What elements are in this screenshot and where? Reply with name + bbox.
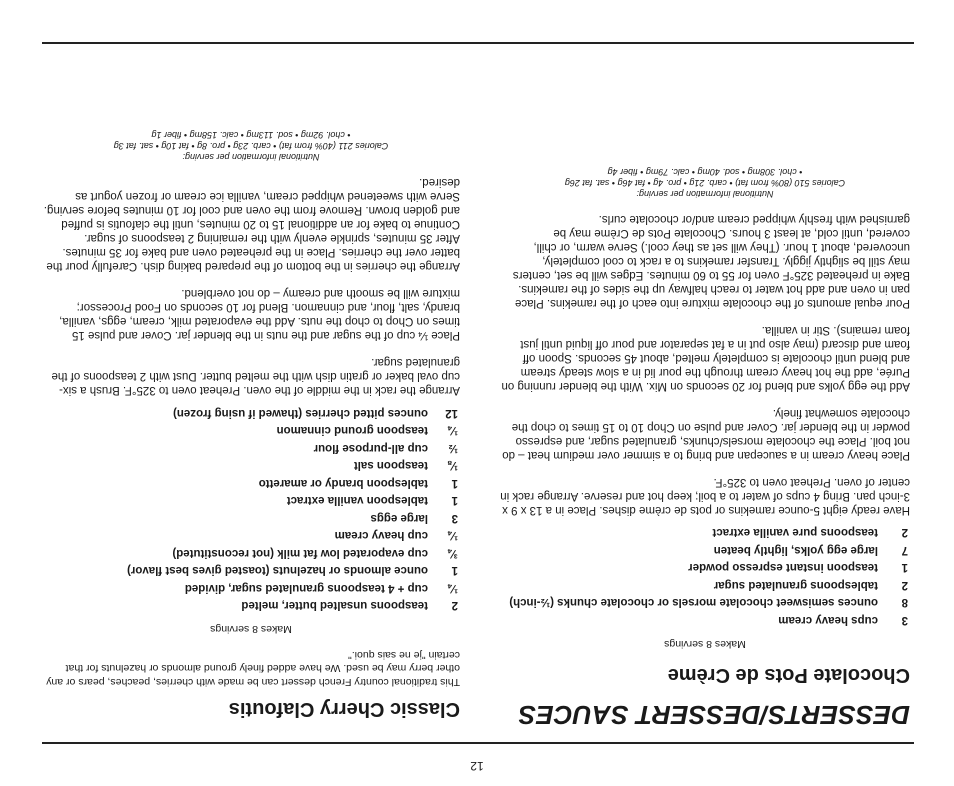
ingredient-text: ounce almonds or hazelnuts (toasted gives best flavor) xyxy=(127,564,428,577)
top-rule xyxy=(42,742,914,744)
ingredient-qty: 3 xyxy=(451,512,458,524)
instruction-step: Place heavy cream in a saucepan and bring to a simmer over medium heat – do not boil. Place the chocolate morsels/chunks, granulated sugar, and espresso powder in the blender jar. Cover and pulse on Chop 10 to 15 times to chop the chocolate somewhat finely. xyxy=(502,407,910,461)
nutrition-label: Nutritional information per serving: xyxy=(636,189,774,199)
ingredient-text: tablespoons granulated sugar xyxy=(713,579,878,591)
ingredient-qty: 1 xyxy=(451,477,458,489)
ingredient-text: cup all-purpose flour xyxy=(313,442,428,454)
ingredient-text: teaspoon salt xyxy=(353,459,428,472)
instruction-step: Arrange the cherries in the bottom of the prepared baking dish. Carefully pour the batter over the cherries. Place in the preheated oven and bake for 35 minutes. After 35 minutes, sprinkle evenly with the remaining 2 teaspoons of sugar. Continue to bake for an additional 15 to 20 minutes, until the clafoutis is puffed and golden brown. Remove from the oven and cool for 10 minutes before serving. Serve with sweetened whipped cream, vanilla ice cream or frozen yogurt as desired. xyxy=(43,176,460,273)
bottom-rule xyxy=(42,42,914,44)
ingredient-row xyxy=(42,474,460,492)
ingredient-qty: 2 xyxy=(451,599,458,612)
ingredient-text: teaspoon instant espresso powder xyxy=(688,561,878,574)
recipe-title-clafoutis: Classic Cherry Clafoutis xyxy=(228,698,460,720)
ingredient-qty: ½ xyxy=(448,442,458,454)
instructions xyxy=(42,176,460,398)
ingredient-qty: ¾ xyxy=(448,547,458,559)
ingredient-row xyxy=(42,491,460,509)
nutrition-line: Calories 510 (80% from fat) • carb. 21g • pro. 4g • fat 46g • sat. fat 26g xyxy=(564,178,846,188)
ingredient-text: teaspoons pure vanilla extract xyxy=(712,526,878,539)
nutrition-line: Calories 211 (40% from fat) • carb. 23g • pro. 8g • fat 10g • sat. fat 3g xyxy=(113,141,389,152)
instruction-step: Pour equal amounts of the chocolate mixture into each of the ramekins. Place pan in oven and add hot water to reach halfway up the sides of the ramekins. Bake in preheated 325°F oven for 55 to 60 minutes. Edges will be set, centers may still be slightly jiggly. Transfer ramekins to a rack to cool completely, uncovered, about 1 hour. (They will set as they cool.) Serve warm, or chill, covered, until cold, at least 3 hours. Chocolate Pots de Crème may be garnished with freshly whipped cream and/or chocolate curls. xyxy=(512,213,910,309)
ingredient-text: large eggs xyxy=(370,512,428,524)
ingredient-row xyxy=(42,404,460,422)
ingredient-qty: 1 xyxy=(451,564,458,577)
ingredient-qty: ¼ xyxy=(448,529,458,542)
servings-note: Makes 8 servings xyxy=(664,638,746,650)
ingredient-qty: 2 xyxy=(901,579,908,591)
right-column xyxy=(42,130,460,731)
ingredient-qty: 1 xyxy=(901,561,908,574)
ingredient-text: cups heavy cream xyxy=(778,614,878,626)
ingredient-text: teaspoon ground cinnamon xyxy=(276,424,428,437)
instruction-step: Have ready eight 5-ounce ramekins or pots de crème dishes. Place in a 13 x 9 x 3-inch pan. Bring 4 cups of water to a boil; keep hot and reserve. Arrange rack in center of oven. Preheat oven to 325°F. xyxy=(500,476,910,516)
ingredient-row xyxy=(500,558,910,576)
ingredient-row xyxy=(42,526,460,544)
ingredient-qty: 7 xyxy=(901,544,908,556)
ingredient-row xyxy=(42,561,460,579)
ingredient-qty: ¼ xyxy=(448,582,458,594)
recipe-intro: This traditional country French dessert can be made with cherries, peaches, pears or any other berry may be used. We have added finely ground almonds or hazelnuts for that certain "je ne sais quoi." xyxy=(46,649,460,688)
left-column xyxy=(500,166,910,730)
ingredient-row xyxy=(500,593,910,611)
page-number: 12 xyxy=(470,759,484,773)
ingredient-text: ounces semisweet chocolate morsels or chocolate chunks (½-inch) xyxy=(509,596,878,609)
nutrition-line: • chol. 92mg • sod. 113mg • calc. 158mg • fiber 1g xyxy=(151,130,351,141)
ingredient-row xyxy=(500,541,910,559)
ingredient-row xyxy=(42,596,460,614)
ingredient-qty: ⅛ xyxy=(448,459,458,472)
ingredient-qty: ¼ xyxy=(448,424,458,437)
nutrition-line: • chol. 308mg • sod. 40mg • calc. 79mg • fiber 4g xyxy=(607,167,803,177)
ingredient-row xyxy=(500,523,910,541)
instruction-step: Place ¼ cup of the sugar and the nuts in the blender jar. Cover and pulse 15 times on Chop to chop the nuts. Add the evaporated milk, cream, eggs, vanilla, brandy, salt, flour, and cinnamon. Blend for 10 seconds on Food Processor; mixture will be smooth and creamy – do not overblend. xyxy=(59,287,460,342)
ingredient-qty: 12 xyxy=(445,407,458,419)
ingredient-text: large egg yolks, lightly beaten xyxy=(713,544,878,556)
ingredient-text: cup + 4 teaspoons granulated sugar, divided xyxy=(184,582,428,594)
ingredient-list xyxy=(42,404,460,614)
ingredient-list xyxy=(500,523,910,628)
recipe-title-pots-de-creme: Chocolate Pots de Crème xyxy=(667,664,910,686)
ingredient-row xyxy=(500,576,910,594)
ingredient-qty: 8 xyxy=(901,596,908,609)
ingredient-qty: 1 xyxy=(451,494,458,507)
instruction-step: Arrange the rack in the middle of the oven. Preheat oven to 325°F. Brush a six-cup oval baker or gratin dish with the melted butter. Dust with 2 teaspoons of the granulated sugar. xyxy=(51,356,460,397)
ingredient-text: ounces pitted cherries (thawed if using frozen) xyxy=(173,407,428,419)
ingredient-text: cup heavy cream xyxy=(334,529,428,542)
ingredient-row xyxy=(42,439,460,457)
ingredient-row xyxy=(42,579,460,597)
ingredient-text: teaspoons unsalted butter, melted xyxy=(241,599,428,612)
section-title: DESSERTS/DESSERT SAUCES xyxy=(518,700,910,730)
ingredient-qty: 2 xyxy=(901,526,908,539)
instructions xyxy=(500,212,910,517)
ingredient-text: tablespoon brandy or amaretto xyxy=(258,477,428,489)
ingredient-row xyxy=(42,544,460,562)
ingredient-qty: 3 xyxy=(901,614,908,626)
ingredient-text: cup evaporated low fat milk (not reconstituted) xyxy=(172,547,428,559)
servings-note: Makes 8 servings xyxy=(210,623,292,636)
ingredient-text: tablespoon vanilla extract xyxy=(286,494,428,507)
ingredient-row xyxy=(42,509,460,527)
ingredient-row xyxy=(42,421,460,439)
ingredient-row xyxy=(42,456,460,474)
ingredient-row xyxy=(500,611,910,629)
nutrition-label: Nutritional information per serving: xyxy=(182,152,320,163)
instruction-step: Add the egg yolks and blend for 20 seconds on Mix. With the blender running on Purée, add the hot heavy cream through the pour lid in a slow steady stream and blend until chocolate is completely melted, about 45 seconds. Spoon off foam and discard (may also put in a fat separator and pour off liquid until just foam remains). Stir in vanilla. xyxy=(501,324,910,392)
